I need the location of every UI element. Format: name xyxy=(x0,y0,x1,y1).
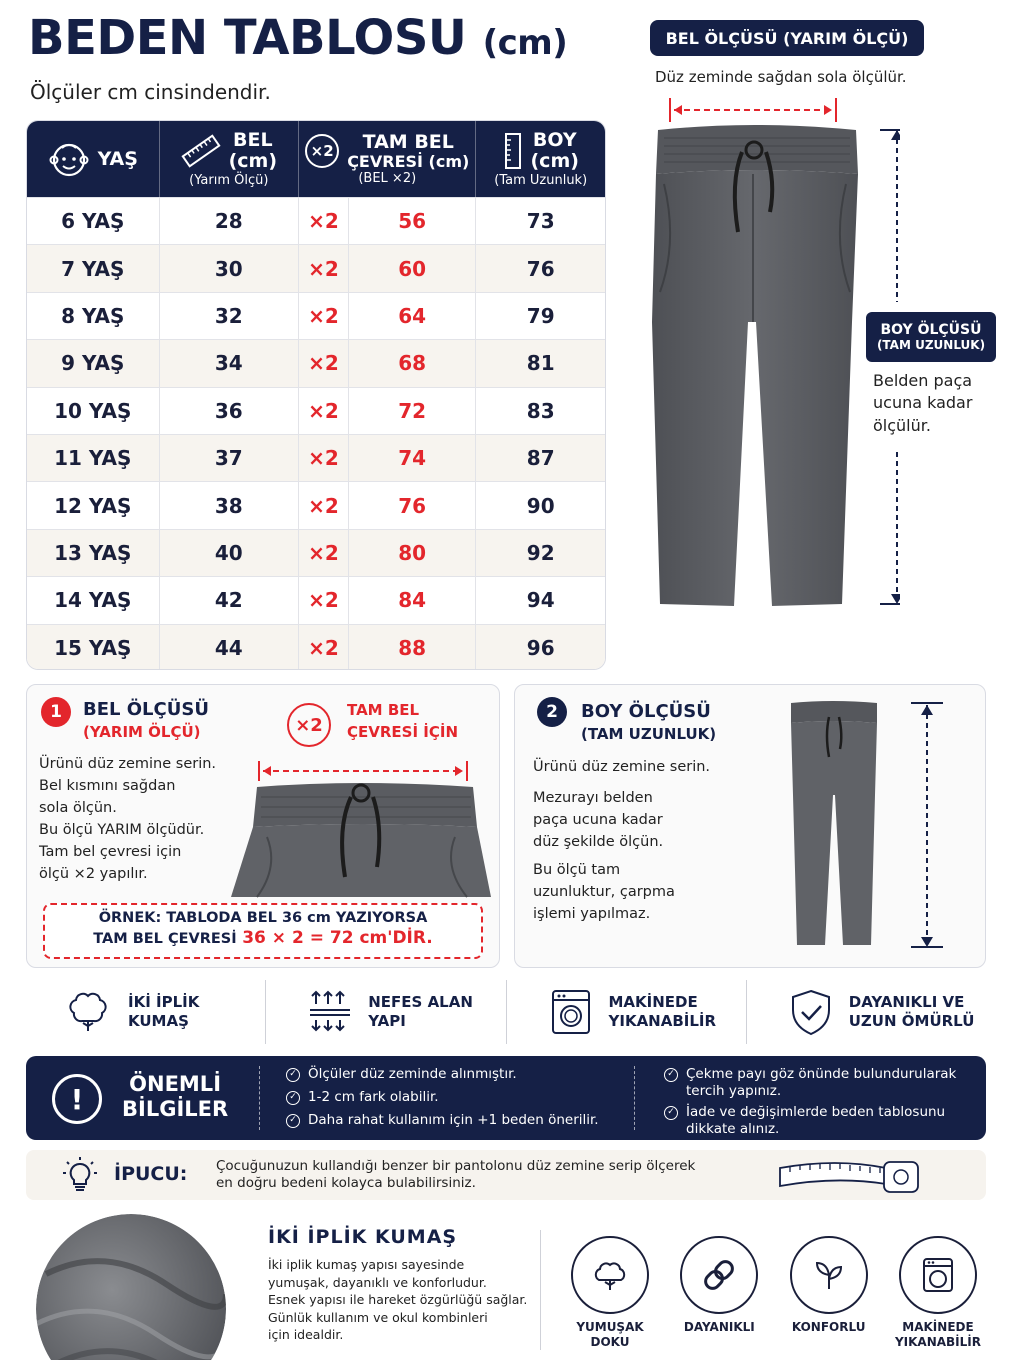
table-row xyxy=(27,339,605,386)
cell-bel: 38 xyxy=(160,482,300,528)
header-age xyxy=(27,121,160,197)
bottom-feature-item xyxy=(779,1236,879,1350)
header-tam-line3: (BEL ×2) xyxy=(358,171,417,187)
info-item xyxy=(664,1104,964,1138)
size-table xyxy=(26,120,606,670)
feature-item xyxy=(26,980,266,1044)
fabric-title: İKİ İPLİK KUMAŞ xyxy=(268,1226,458,1248)
cell-bel: 42 xyxy=(160,577,300,623)
title-unit: (cm) xyxy=(482,23,568,63)
bottom-feature-item xyxy=(560,1236,660,1350)
cell-mult: ×2 xyxy=(299,530,349,576)
check-circle-icon: ✓ xyxy=(286,1068,300,1082)
feature-line2: YIKANABİLİR xyxy=(608,1012,717,1030)
cell-bel: 34 xyxy=(160,340,300,386)
instruction-line: düz şekilde ölçün. xyxy=(533,834,664,850)
feature-label xyxy=(849,993,975,1032)
times-two-icon: ×2 xyxy=(305,134,339,168)
ruler-icon xyxy=(181,133,221,169)
step-two-badge: 2 xyxy=(537,697,567,727)
cell-mult: ×2 xyxy=(299,625,349,670)
divider xyxy=(259,1066,260,1130)
cell-bel: 36 xyxy=(160,388,300,434)
card2-title: BOY ÖLÇÜSÜ xyxy=(581,701,711,722)
header-bel-line2: (cm) xyxy=(228,149,278,172)
bottom-feature-label xyxy=(895,1320,981,1350)
feature-line1: DAYANIKLI VE xyxy=(848,992,965,1011)
times-two-circle-icon: ×2 xyxy=(287,703,331,747)
boy-measure-card xyxy=(514,684,986,968)
cell-age: 11 YAŞ xyxy=(27,435,160,481)
bottom-label-line1: YUMUŞAK xyxy=(576,1320,644,1334)
cell-boy: 94 xyxy=(526,588,555,613)
feature-line2: KUMAŞ xyxy=(128,1012,189,1030)
table-row xyxy=(27,292,605,339)
card2-p1: Ürünü düz zemine serin. xyxy=(533,759,711,775)
bottom-feature-item xyxy=(888,1236,988,1350)
washing-machine-icon xyxy=(899,1236,977,1314)
shield-check-icon xyxy=(787,988,835,1036)
instruction-line: işlemi yapılmaz. xyxy=(533,906,651,922)
info-text: İade ve değişimlerde beden tablosunu dikkate alınız. xyxy=(686,1103,946,1137)
vertical-ruler-icon xyxy=(503,132,523,170)
header-tam xyxy=(299,121,476,197)
header-boy xyxy=(476,121,605,197)
cell-boy: 90 xyxy=(526,493,555,518)
cell-boy: 83 xyxy=(526,398,555,423)
info-text: 1-2 cm fark olabilir. xyxy=(308,1088,439,1105)
cell-tam: 60 xyxy=(349,245,477,291)
breathable-icon xyxy=(306,988,354,1036)
bottom-label-line2: DOKU xyxy=(590,1335,630,1349)
table-row xyxy=(27,434,605,481)
page-title xyxy=(28,10,568,66)
cell-tam: 74 xyxy=(349,435,477,481)
fabric-description xyxy=(268,1256,527,1344)
tip-label: İPUCU: xyxy=(114,1163,188,1185)
cell-age: 13 YAŞ xyxy=(27,530,160,576)
bottom-feature-label xyxy=(792,1320,866,1335)
card1-subtitle: (YARIM ÖLÇÜ) xyxy=(83,723,201,741)
cell-bel: 30 xyxy=(160,245,300,291)
exclamation-icon: ! xyxy=(52,1074,102,1124)
cell-age: 10 YAŞ xyxy=(27,388,160,434)
boy-badge-line2: (TAM UZUNLUK) xyxy=(876,338,986,352)
card1-x2-label1: TAM BEL xyxy=(347,701,420,719)
bottom-feature-icons xyxy=(560,1236,988,1350)
cell-tam: 84 xyxy=(349,577,477,623)
cell-tam: 72 xyxy=(349,388,477,434)
cell-bel: 32 xyxy=(160,293,300,339)
check-circle-icon: ✓ xyxy=(664,1068,678,1082)
instruction-line: paça ucuna kadar xyxy=(533,812,663,828)
cell-tam: 64 xyxy=(349,293,477,339)
cell-tam: 68 xyxy=(349,340,477,386)
header-tam-line1: TAM BEL xyxy=(362,130,454,153)
boy-badge-line1: BOY ÖLÇÜSÜ xyxy=(880,322,982,338)
feature-label xyxy=(609,993,717,1032)
info-item xyxy=(286,1066,626,1083)
info-text: Daha rahat kullanım için +1 beden önerilir. xyxy=(308,1111,599,1128)
divider xyxy=(540,1230,541,1350)
leaf-icon xyxy=(790,1236,868,1314)
instruction-line: sola ölçün. xyxy=(39,800,117,816)
header-boy-line3: (Tam Uzunluk) xyxy=(494,172,588,188)
feature-item xyxy=(266,980,506,1044)
bottom-label-line2: YIKANABİLİR xyxy=(894,1335,981,1349)
features-bar xyxy=(26,980,986,1044)
instruction-line: Tam bel çevresi için xyxy=(39,844,182,860)
info-item xyxy=(286,1112,626,1129)
card2-subtitle: (TAM UZUNLUK) xyxy=(581,725,717,743)
fabric-line: yumuşak, dayanıklı ve konforludur. xyxy=(268,1274,487,1290)
cell-boy: 73 xyxy=(526,209,555,234)
cell-age: 8 YAŞ xyxy=(27,293,160,339)
cell-bel: 40 xyxy=(160,530,300,576)
instruction-line: Bu ölçü tam xyxy=(533,862,621,878)
cotton-flower-icon xyxy=(571,1236,649,1314)
example-line2b: 36 × 2 = 72 cm'DİR. xyxy=(242,928,433,948)
washing-machine-icon xyxy=(547,988,595,1036)
boy-badge xyxy=(866,312,996,362)
tip-line2: en doğru bedeni kolayca bulabilirsiniz. xyxy=(216,1175,476,1191)
cell-boy: 76 xyxy=(526,256,555,281)
feature-label xyxy=(128,993,199,1032)
cell-age: 12 YAŞ xyxy=(27,482,160,528)
important-left-list xyxy=(286,1066,626,1135)
fabric-line: Esnek yapısı ile hareket özgürlüğü sağlar. xyxy=(268,1292,528,1307)
cell-tam: 88 xyxy=(349,625,477,670)
fabric-line: Günlük kullanım ve okul kombinleri xyxy=(268,1309,488,1325)
cell-boy: 96 xyxy=(526,635,555,660)
important-title1: ÖNEMLİ xyxy=(129,1072,222,1096)
card2-p2 xyxy=(533,787,663,853)
card1-instructions xyxy=(39,753,216,885)
tip-text xyxy=(216,1158,695,1192)
cell-mult: ×2 xyxy=(299,482,349,528)
cell-age: 15 YAŞ xyxy=(27,625,160,670)
bottom-label-line1: MAKİNEDE xyxy=(902,1320,974,1334)
tip-box xyxy=(26,1150,986,1200)
table-row xyxy=(27,244,605,291)
card1-title: BEL ÖLÇÜSÜ xyxy=(83,699,209,720)
info-text: Ölçüler düz zeminde alınmıştır. xyxy=(308,1066,517,1082)
important-title2: BİLGİLER xyxy=(122,1097,229,1122)
cell-age: 6 YAŞ xyxy=(27,198,160,244)
cell-boy: 92 xyxy=(526,540,555,565)
table-row xyxy=(27,481,605,528)
cell-bel: 28 xyxy=(160,198,300,244)
pants-small-illustration xyxy=(777,695,977,961)
header-boy-line1: BOY xyxy=(532,128,577,151)
instruction-line: Ürünü düz zemine serin. xyxy=(39,756,217,772)
chain-link-icon xyxy=(680,1236,758,1314)
check-circle-icon: ✓ xyxy=(286,1114,300,1128)
bottom-feature-label xyxy=(576,1320,643,1350)
header-bel-line3: (Yarım Ölçü) xyxy=(189,172,269,188)
bel-badge: BEL ÖLÇÜSÜ (YARIM ÖLÇÜ) xyxy=(650,20,924,56)
bottom-feature-item xyxy=(669,1236,769,1350)
info-text: Çekme payı göz önünde bulundurularak tercih yapınız. xyxy=(686,1066,957,1099)
check-circle-icon: ✓ xyxy=(664,1106,678,1120)
cell-tam: 56 xyxy=(349,198,477,244)
table-row xyxy=(27,576,605,623)
card1-x2-label2: ÇEVRESİ İÇİN xyxy=(347,723,458,741)
cell-age: 14 YAŞ xyxy=(27,577,160,623)
table-header xyxy=(27,121,605,197)
cell-boy: 87 xyxy=(526,446,555,471)
fabric-line: İki iplik kumaş yapısı sayesinde xyxy=(268,1257,465,1272)
cell-mult: ×2 xyxy=(299,340,349,386)
feature-label xyxy=(368,993,473,1032)
header-boy-line2: (cm) xyxy=(530,149,579,172)
cell-mult: ×2 xyxy=(299,577,349,623)
table-row xyxy=(27,624,605,670)
bottom-feature-label xyxy=(684,1320,755,1335)
instruction-line: uzunluktur, çarpma xyxy=(533,884,675,900)
cell-tam: 80 xyxy=(349,530,477,576)
table-row xyxy=(27,529,605,576)
pants-illustration xyxy=(630,92,900,622)
feature-line2: UZUN ÖMÜRLÜ xyxy=(848,1012,975,1030)
important-title xyxy=(122,1072,228,1122)
feature-line1: İKİ İPLİK xyxy=(128,992,200,1011)
instruction-line: Mezurayı belden xyxy=(533,790,653,806)
header-bel-line1: BEL xyxy=(233,128,273,151)
cell-mult: ×2 xyxy=(299,293,349,339)
boy-description: Belden paça ucuna kadar ölçülür. xyxy=(873,371,973,435)
instruction-line: Bu ölçü YARIM ölçüdür. xyxy=(39,822,205,838)
instruction-line: ölçü ×2 yapılır. xyxy=(39,866,148,882)
fabric-texture-image xyxy=(36,1214,226,1360)
cell-age: 7 YAŞ xyxy=(27,245,160,291)
info-item xyxy=(664,1066,964,1100)
card2-p3 xyxy=(533,859,675,925)
tip-line1: Çocuğunuzun kullandığı benzer bir pantolonu düz zemine serip ölçerek xyxy=(216,1158,696,1174)
cell-age: 9 YAŞ xyxy=(27,340,160,386)
cell-mult: ×2 xyxy=(299,435,349,481)
example-box xyxy=(43,903,483,959)
cell-boy: 81 xyxy=(526,351,555,376)
title-main: BEDEN TABLOSU xyxy=(28,10,467,66)
cell-mult: ×2 xyxy=(299,388,349,434)
cotton-icon xyxy=(66,988,114,1036)
bel-description: Düz zeminde sağdan sola ölçülür. xyxy=(655,68,907,86)
step-one-badge: 1 xyxy=(41,697,71,727)
divider xyxy=(634,1066,635,1130)
table-row xyxy=(27,387,605,434)
feature-line2: YAPI xyxy=(368,1012,406,1030)
table-body xyxy=(27,197,605,670)
table-row xyxy=(27,197,605,244)
feature-line1: MAKİNEDE xyxy=(608,992,698,1011)
bel-measure-card xyxy=(26,684,500,968)
feature-item xyxy=(507,980,747,1044)
cell-mult: ×2 xyxy=(299,245,349,291)
cell-boy: 79 xyxy=(526,303,555,328)
waist-closeup-illustration xyxy=(227,757,495,901)
cell-mult: ×2 xyxy=(299,198,349,244)
fabric-line: için idealdir. xyxy=(268,1327,344,1342)
header-bel xyxy=(160,121,300,197)
bottom-label-line1: KONFORLU xyxy=(791,1320,866,1334)
example-line2a: TAM BEL ÇEVRESİ xyxy=(93,931,237,947)
instruction-line: Bel kısmını sağdan xyxy=(39,778,176,794)
cell-bel: 44 xyxy=(160,625,300,670)
important-info-box xyxy=(26,1056,986,1140)
cell-tam: 76 xyxy=(349,482,477,528)
measuring-tape-icon xyxy=(776,1154,926,1198)
page-subtitle: Ölçüler cm cinsindendir. xyxy=(30,80,271,104)
info-item xyxy=(286,1089,626,1106)
feature-item xyxy=(747,980,986,1044)
bottom-label-line1: DAYANIKLI xyxy=(683,1320,755,1334)
feature-line1: NEFES ALAN xyxy=(368,992,473,1011)
header-age-label: YAŞ xyxy=(97,147,138,170)
header-tam-line2: ÇEVRESİ (cm) xyxy=(347,151,470,171)
lightbulb-icon xyxy=(62,1156,98,1194)
child-face-icon xyxy=(48,138,90,180)
cell-bel: 37 xyxy=(160,435,300,481)
example-line1: ÖRNEK: TABLODA BEL 36 cm YAZIYORSA xyxy=(98,910,428,926)
important-right-list xyxy=(664,1066,964,1142)
check-circle-icon: ✓ xyxy=(286,1091,300,1105)
